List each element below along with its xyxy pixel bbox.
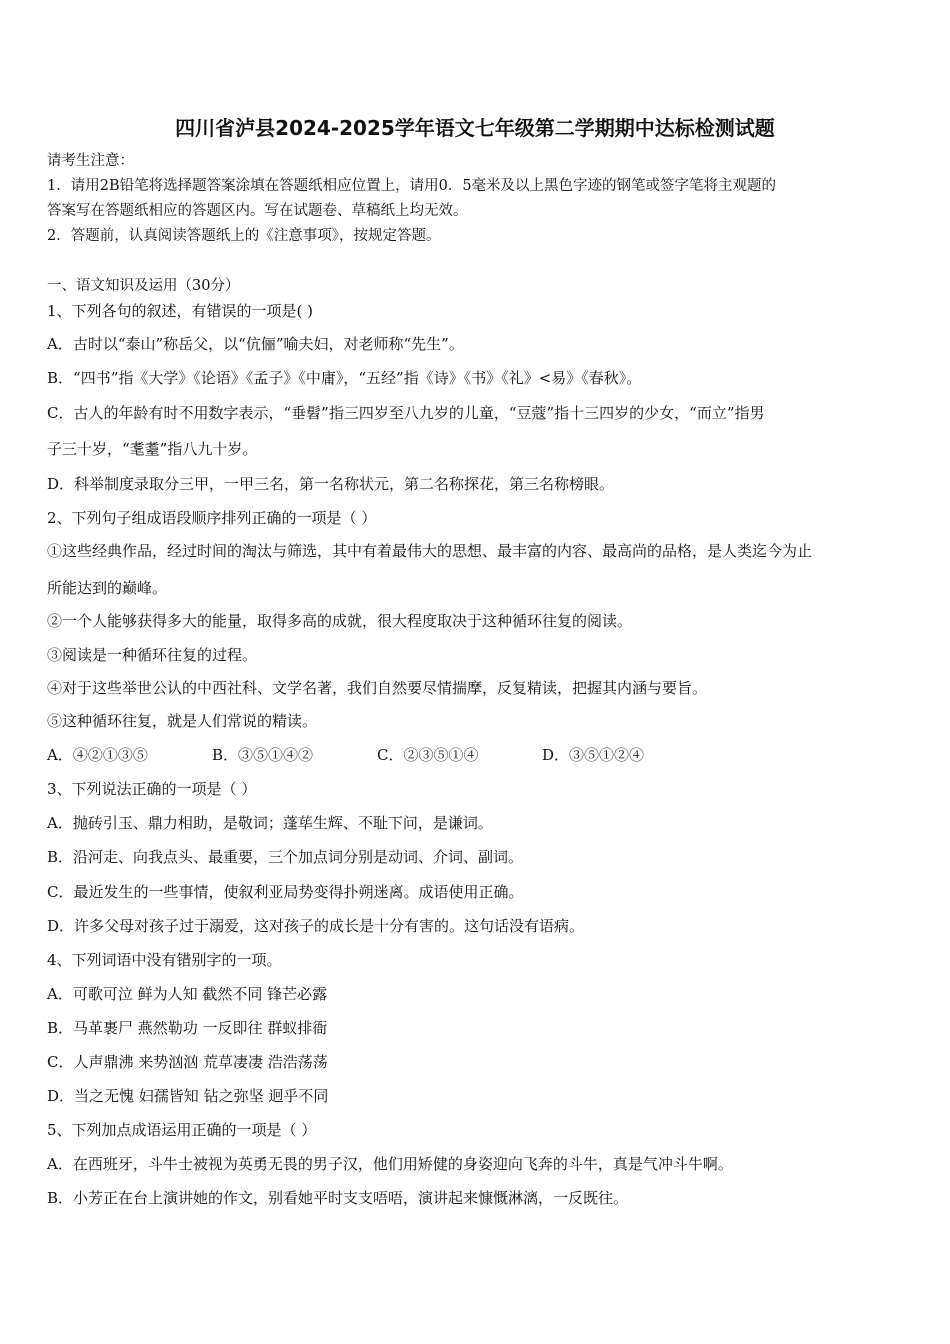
question-2-sentence-2: ②一个人能够获得多大的能量，取得多高的成就，很大程度取决于这种循环往复的阅读。 [47, 612, 633, 630]
notice-item-1: 1．请用2B铅笔将选择题答案涂填在答题纸相应位置上，请用0．5毫米及以上黑色字迹的钢笔或签字笔将主观题的 [47, 178, 777, 194]
question-3-stem: 3、下列说法正确的一项是（ ） [47, 780, 257, 798]
question-2-stem: 2、下列句子组成语段顺序排列正确的一项是（ ） [47, 509, 377, 527]
notice-heading: 请考生注意： [47, 153, 134, 169]
question-3-option-c: C．最近发生的一些事情，使叙利亚局势变得扑朔迷离。成语使用正确。 [47, 883, 524, 901]
question-2-sentence-3: ③阅读是一种循环往复的过程。 [47, 646, 258, 664]
question-1-option-d: D．科举制度录取分三甲，一甲三名，第一名称状元，第二名称探花，第三名称榜眼。 [47, 475, 615, 493]
question-4-option-d: D．当之无愧 妇孺皆知 钻之弥坚 迥乎不同 [47, 1087, 329, 1105]
question-2-option-c: C．②③⑤①④ [377, 746, 479, 764]
question-2-sentence-1-cont: 所能达到的巅峰。 [47, 579, 168, 597]
question-5-stem: 5、下列加点成语运用正确的一项是（ ） [47, 1121, 317, 1139]
notice-item-1-cont: 答案写在答题纸相应的答题区内。写在试题卷、草稿纸上均无效。 [47, 203, 468, 219]
question-4-stem: 4、下列词语中没有错别字的一项。 [47, 951, 282, 969]
question-2-sentence-5: ⑤这种循环往复，就是人们常说的精读。 [47, 712, 318, 730]
question-2-sentence-4: ④对于这些举世公认的中西社科、文学名著，我们自然要尽情揣摩，反复精读，把握其内涵与要旨。 [47, 679, 708, 697]
question-4-option-b: B．马革裹尸 燕然勒功 一反即往 群蚁排衙 [47, 1019, 328, 1037]
section-heading: 一、语文知识及运用（30分） [47, 278, 240, 294]
question-2-option-a: A．④②①③⑤ [47, 746, 148, 764]
question-5-option-b: B．小芳正在台上演讲她的作文，别看她平时支支唔唔，演讲起来慷慨淋漓，一反既往。 [47, 1189, 629, 1207]
question-4-option-a: A．可歌可泣 鲜为人知 截然不同 锋芒必露 [47, 985, 328, 1003]
question-1-option-c: C．古人的年龄有时不用数字表示，“垂髫”指三四岁至八九岁的儿童，“豆蔻”指十三四岁的少女，“而立”指男 [47, 404, 765, 422]
question-1-option-c-cont: 子三十岁，“耄耋”指八九十岁。 [47, 440, 258, 458]
notice-item-2: 2．答题前，认真阅读答题纸上的《注意事项》，按规定答题。 [47, 228, 441, 244]
question-5-option-a: A．在西班牙，斗牛士被视为英勇无畏的男子汉，他们用矫健的身姿迎向飞奔的斗牛，真是气冲斗牛啊。 [47, 1155, 733, 1173]
question-1-option-a: A．古时以“泰山”称岳父，以“伉俪”喻夫妇，对老师称“先生”。 [47, 335, 464, 353]
question-3-option-d: D．许多父母对孩子过于溺爱，这对孩子的成长是十分有害的。这句话没有语病。 [47, 917, 585, 935]
question-1-stem: 1、下列各句的叙述，有错误的一项是( ) [47, 302, 314, 320]
question-2-sentence-1: ①这些经典作品，经过时间的淘汰与筛选，其中有着最伟大的思想、最丰富的内容、最高尚的品格，是人类迄今为止 [47, 542, 813, 560]
question-4-option-c: C．人声鼎沸 来势汹汹 荒草凄凄 浩浩荡荡 [47, 1053, 328, 1071]
question-1-option-b: B．“四书”指《大学》《论语》《孟子》《中庸》，“五经”指《诗》《书》《礼》<易》《春秋》。 [47, 369, 642, 387]
page-title: 四川省泸县2024-2025学年语文七年级第二学期期中达标检测试题 [175, 116, 775, 140]
question-2-option-d: D．③⑤①②④ [542, 746, 645, 764]
question-3-option-b: B．沿河走、向我点头、最重要，三个加点词分别是动词、介词、副词。 [47, 848, 524, 866]
question-2-option-b: B．③⑤①④② [212, 746, 314, 764]
question-3-option-a: A．抛砖引玉、鼎力相助，是敬词；蓬荜生辉、不耻下问，是谦词。 [47, 814, 493, 832]
